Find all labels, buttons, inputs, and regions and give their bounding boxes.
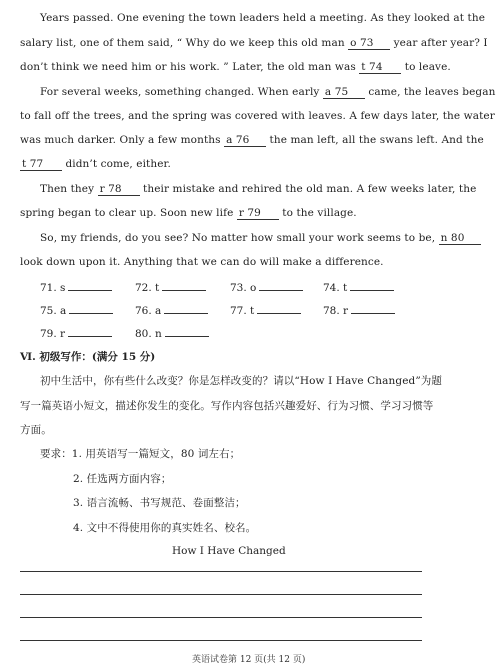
passage-line	[40, 86, 495, 99]
requirement-2: 2. 任选两方面内容；	[73, 473, 172, 485]
answer-line	[350, 281, 394, 291]
passage-text: to the village.	[282, 207, 357, 219]
passage-line	[20, 158, 171, 171]
answer-label: 76. a	[135, 305, 162, 317]
answer-label: 78. r	[323, 305, 349, 317]
passage-text: spring began to clear up. Soon new life	[20, 207, 234, 219]
answer-blank-74[interactable]	[323, 281, 394, 294]
answer-label: 72. t	[135, 282, 160, 294]
requirement-1: 要求：1. 用英语写一篇短文，80 词左右；	[40, 448, 241, 460]
answer-label: 79. r	[40, 328, 66, 340]
passage-text: was much darker. Only a few months	[20, 134, 221, 146]
answer-blank-75[interactable]	[40, 304, 113, 317]
answer-line	[68, 327, 112, 337]
section-heading: Ⅵ. 初级写作：(满分 15 分)	[20, 351, 156, 363]
blank-73: o 73	[348, 37, 390, 50]
answer-line	[68, 281, 112, 291]
requirement-4: 4. 文中不得使用你的真实姓名、校名。	[73, 522, 257, 534]
passage-text: to leave.	[404, 61, 451, 73]
passage-text: look down upon it. Anything that we can do will make a difference.	[20, 256, 384, 268]
page-footer: 英语试卷第 12 页(共 12 页)	[192, 655, 306, 665]
writing-line[interactable]	[20, 594, 422, 595]
passage-text: didn’t come, either.	[65, 158, 171, 170]
answer-blank-79[interactable]	[40, 327, 112, 340]
writing-line[interactable]	[20, 617, 422, 618]
answer-line	[165, 327, 209, 337]
answer-label: 80. n	[135, 328, 162, 340]
blank-75: a 75	[323, 86, 365, 99]
passage-line	[20, 134, 484, 147]
answer-label: 77. t	[230, 305, 255, 317]
blank-74: t 74	[359, 61, 401, 74]
essay-title: How I Have Changed	[172, 545, 286, 557]
blank-79: r 79	[237, 207, 279, 220]
writing-line[interactable]	[20, 640, 422, 641]
blank-80: n 80	[439, 232, 481, 245]
answer-line	[259, 281, 303, 291]
answer-line	[162, 281, 206, 291]
answer-line	[164, 304, 208, 314]
writing-prompt-line: 方面。	[20, 424, 52, 436]
blank-76: a 76	[224, 134, 266, 147]
requirement-3: 3. 语言流畅、书写规范、卷面整洁；	[73, 497, 246, 509]
passage-line	[20, 110, 495, 122]
passage-text: to fall off the trees, and the spring was covered with leaves. A few days later, the water	[20, 110, 495, 122]
passage-line	[40, 183, 476, 196]
passage-text: So, my friends, do you see? No matter how small your work seems to be,	[40, 232, 436, 244]
answer-label: 71. s	[40, 282, 66, 294]
answer-blank-77[interactable]	[230, 304, 301, 317]
answer-line	[257, 304, 301, 314]
blank-78: r 78	[98, 183, 140, 196]
answer-label: 74. t	[323, 282, 348, 294]
answer-blank-76[interactable]	[135, 304, 208, 317]
answer-blank-71[interactable]	[40, 281, 112, 294]
answer-blank-80[interactable]	[135, 327, 209, 340]
writing-prompt-line: 初中生活中，你有些什么改变？你是怎样改变的？请以“How I Have Changed”为题	[40, 375, 442, 387]
answer-line	[69, 304, 113, 314]
passage-text: don’t think we need him or his work. ” Later, the old man was	[20, 61, 356, 73]
passage-text: For several weeks, something changed. When early	[40, 86, 320, 98]
passage-line	[40, 232, 481, 245]
writing-line[interactable]	[20, 571, 422, 572]
answer-blank-78[interactable]	[323, 304, 395, 317]
passage-text: year after year? I	[393, 37, 488, 49]
passage-text: came, the leaves began	[368, 86, 496, 98]
answer-line	[351, 304, 395, 314]
answer-blank-72[interactable]	[135, 281, 206, 294]
blank-77: t 77	[20, 158, 62, 171]
passage-text: the man left, all the swans left. And the	[269, 134, 484, 146]
writing-prompt-line: 写一篇英语小短文，描述你发生的变化。写作内容包括兴趣爱好、行为习惯、学习习惯等	[20, 400, 434, 412]
answer-blank-73[interactable]	[230, 281, 303, 294]
passage-line	[20, 61, 451, 74]
passage-text: Years passed. One evening the town leaders held a meeting. As they looked at the	[40, 12, 486, 24]
answer-label: 75. a	[40, 305, 67, 317]
answer-label: 73. o	[230, 282, 257, 294]
passage-text: Then they	[40, 183, 95, 195]
passage-text: their mistake and rehired the old man. A few weeks later, the	[143, 183, 477, 195]
passage-line	[20, 256, 384, 268]
passage-line	[20, 207, 357, 220]
passage-line	[20, 37, 488, 50]
passage-line	[40, 12, 485, 24]
passage-text: salary list, one of them said, “ Why do we keep this old man	[20, 37, 345, 49]
